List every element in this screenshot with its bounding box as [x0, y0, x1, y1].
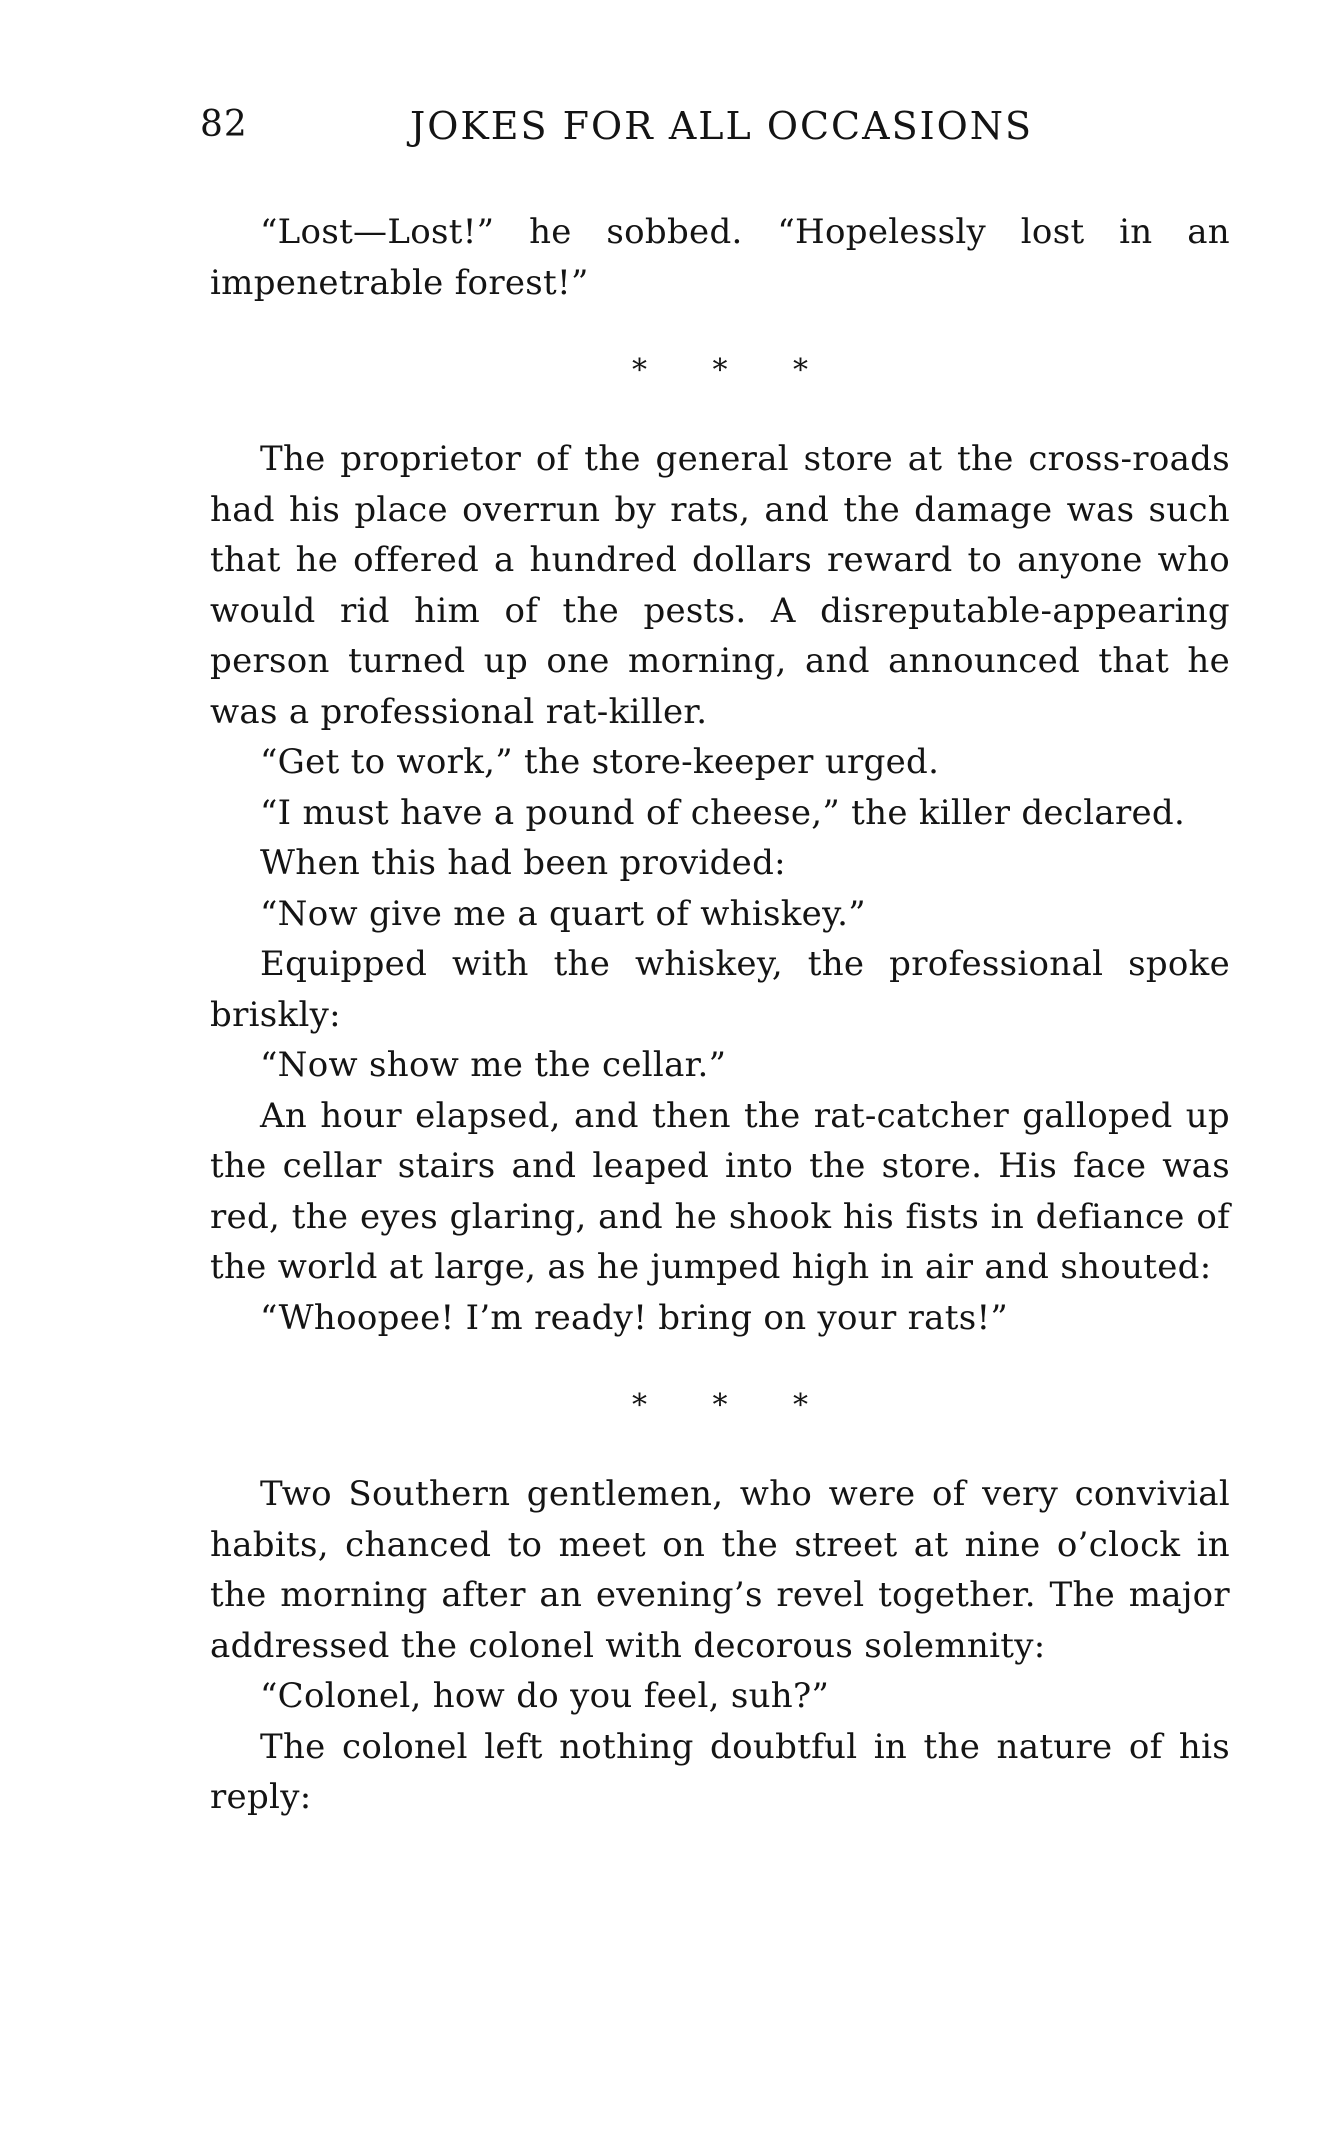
paragraph-whoopee: “Whoopee! I’m ready! bring on your rats!” [260, 1297, 1009, 1338]
body-text [210, 207, 1230, 1823]
paragraph-get-to-work: “Get to work,” the store-keeper urged. [260, 742, 940, 782]
section-separator [210, 308, 1230, 434]
running-title: JOKES FOR ALL OCCASIONS [410, 104, 1034, 148]
paragraph-proprietor: The proprietor of the general store at the cross-roads had his place overrun by rats, and the damage was such that he offered a hundred dollars reward to anyone who would rid him of the pests. A disreputable-appearing person turned up one morning, and announced that he was a professional rat-killer. [210, 439, 1230, 732]
paragraph-cellar: “Now show me the cellar.” [260, 1045, 727, 1085]
asterisk: * [712, 353, 728, 388]
asterisk: * [712, 1388, 728, 1423]
paragraph-cheese: “I must have a pound of cheese,” the killer declared. [260, 792, 1186, 833]
section-separator [210, 1343, 1230, 1469]
page-number: 82 [200, 104, 248, 145]
paragraph-equipped: Equipped with the whiskey, the professional spoke briskly: [210, 944, 1230, 1035]
paragraph-how-do-you-feel: “Colonel, how do you feel, suh?” [260, 1676, 830, 1716]
paragraph-lost: “Lost—Lost!” he sobbed. “Hopelessly lost in an impenetrable forest!” [210, 212, 1230, 303]
running-head [200, 104, 1120, 154]
paragraph-provided: When this had been provided: [260, 843, 786, 883]
paragraph-southern-gentlemen: Two Southern gentlemen, who were of very convivial habits, chanced to meet on the street at nine o’clock in the morning after an evening’s revel together. The major addressed the colonel with decorous solemnity: [210, 1474, 1230, 1666]
paragraph-hour-elapsed: An hour elapsed, and then the rat-catcher galloped up the cellar stairs and leaped into the store. His face was red, the eyes glaring, and he shook his fists in defiance of the world at large, as he jumped high in air and shouted: [210, 1095, 1230, 1287]
asterisk: * [793, 1388, 809, 1423]
asterisk: * [631, 353, 647, 388]
asterisk: * [631, 1388, 647, 1423]
paragraph-colonel-reply: The colonel left nothing doubtful in the nature of his reply: [210, 1726, 1230, 1817]
paragraph-whiskey: “Now give me a quart of whiskey.” [260, 893, 866, 934]
asterisk: * [793, 353, 809, 388]
